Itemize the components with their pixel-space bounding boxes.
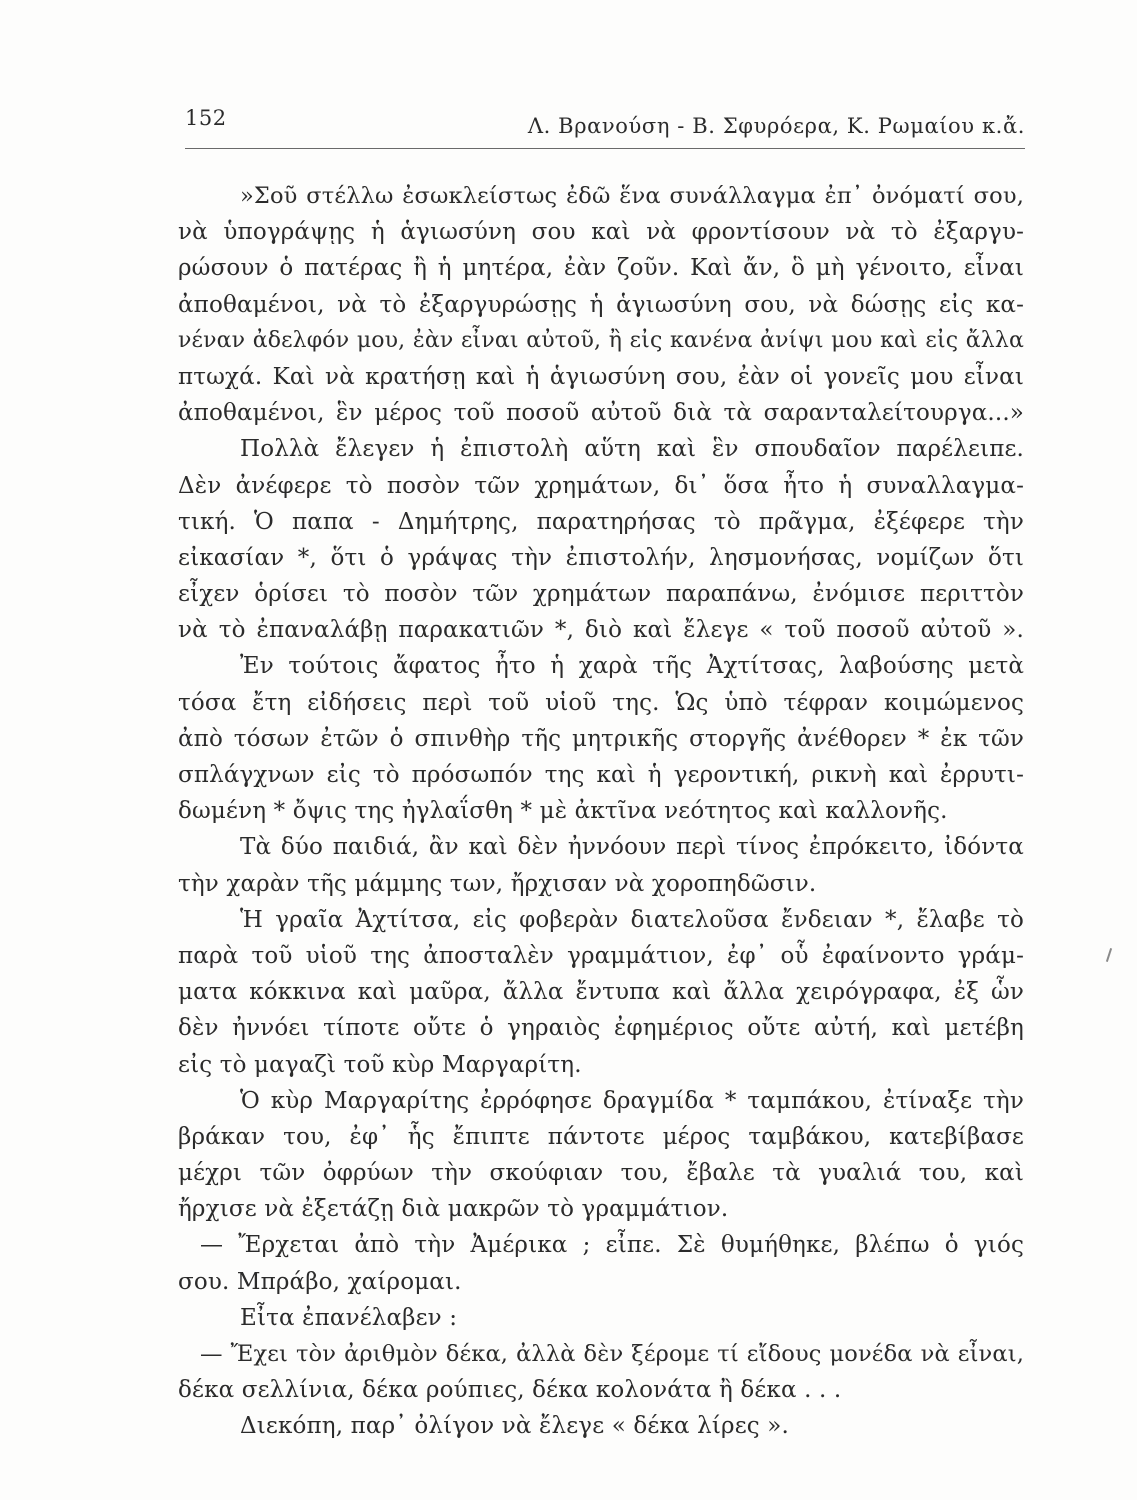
text-line: Τὰ δύο παιδιά, ἂν καὶ δὲν ἠννόουν περὶ τίνος ἐπρόκειτο, ἰδόντα [240,834,1024,861]
text-line: Διεκόπη, παρ᾽ ὀλίγον νὰ ἔλεγε « δέκα λίρες ». [240,1413,789,1440]
text-line: εἰκασίαν *, ὅτι ὁ γράψας τὴν ἐπιστολήν, λησμονήσας, νομίζων ὅτι [178,544,1024,571]
text-line: Εἶτα ἐπανέλαβεν : [240,1304,458,1331]
text-line: νέναν ἀδελφόν μου, ἐὰν εἶναι αὐτοῦ, ἢ εἰς κανένα ἀνίψι μου καὶ εἰς ἄλλα [178,327,1024,353]
body-text [178,178,1024,1445]
running-title: Λ. Βρανούση - Β. Σφυρόερα, Κ. Ρωμαίου κ.ἄ. [527,114,1025,138]
text-line: νὰ ὑπογράψῃς ἡ ἁγιωσύνη σου καὶ νὰ φροντίσουν νὰ τὸ ἐξαργυ- [178,219,1024,246]
text-line: ἤρχισε νὰ ἐξετάζῃ διὰ μακρῶν τὸ γραμμάτιον. [178,1196,729,1223]
text-line: τὴν χαρὰν τῆς μάμμης των, ἤρχισαν νὰ χοροπηδῶσιν. [178,870,817,897]
text-line: τική. Ὁ παπα - Δημήτρης, παρατηρήσας τὸ πρᾶγμα, ἐξέφερε τὴν [178,508,1024,535]
text-line: τόσα ἔτη εἰδήσεις περὶ τοῦ υἱοῦ της. Ὡς ὑπὸ τέφραν κοιμώμενος [178,689,1024,716]
text-line: Πολλὰ ἔλεγεν ἡ ἐπιστολὴ αὕτη καὶ ἓν σπουδαῖον παρέλειπε. [240,436,1024,463]
text-line: νὰ τὸ ἐπαναλάβῃ παρακατιῶν *, διὸ καὶ ἔλεγε « τοῦ ποσοῦ αὐτοῦ ». [178,617,1024,644]
text-line: ἀποθαμένοι, ἓν μέρος τοῦ ποσοῦ αὐτοῦ διὰ τὰ σαρανταλείτουργα...» [178,400,1024,427]
text-line: δωμένη * ὄψις της ἠγλαΐσθη * μὲ ἀκτῖνα νεότητος καὶ καλλονῆς. [178,798,948,825]
text-line: Ἡ γραῖα Ἀχτίτσα, εἰς φοβερὰν διατελοῦσα ἔνδειαν *, ἔλαβε τὸ [240,906,1024,933]
text-line: βράκαν του, ἐφ᾽ ἧς ἔπιπτε πάντοτε μέρος ταμβάκου, κατεβίβασε [178,1123,1024,1150]
text-line: ρώσουν ὁ πατέρας ἢ ἡ μητέρα, ἐὰν ζοῦν. Καὶ ἄν, ὃ μὴ γένοιτο, εἶναι [178,255,1024,282]
text-line: σου. Μπράβο, χαίρομαι. [178,1268,462,1295]
text-line: πτωχά. Καὶ νὰ κρατήσῃ καὶ ἡ ἁγιωσύνη σου, ἐὰν οἱ γονεῖς μου εἶναι [178,363,1024,390]
text-line: Ἐν τούτοις ἄφατος ἦτο ἡ χαρὰ τῆς Ἀχτίτσας, λαβούσης μετὰ [240,653,1024,680]
text-line: παρὰ τοῦ υἱοῦ της ἀποσταλὲν γραμμάτιον, ἐφ᾽ οὗ ἐφαίνοντο γράμ- [178,942,1024,969]
text-line: — Ἔρχεται ἀπὸ τὴν Ἀμέρικα ; εἶπε. Σὲ θυμήθηκε, βλέπω ὁ γιός [200,1232,1024,1259]
text-line: μέχρι τῶν ὀφρύων τὴν σκούφιαν του, ἔβαλε τὰ γυαλιά του, καὶ [178,1160,1024,1187]
text-line: Ὁ κὺρ Μαργαρίτης ἐρρόφησε δραγμίδα * ταμπάκου, ἐτίναξε τὴν [240,1087,1024,1114]
text-line: εἰς τὸ μαγαζὶ τοῦ κὺρ Μαργαρίτη. [178,1051,582,1078]
text-line: δέκα σελλίνια, δέκα ρούπιες, δέκα κολονάτα ἢ δέκα . . . [178,1377,842,1404]
text-line: Δὲν ἀνέφερε τὸ ποσὸν τῶν χρημάτων, δι᾽ ὅσα ἦτο ἡ συναλλαγμα- [178,472,1024,499]
text-line: δὲν ἠννόει τίποτε οὔτε ὁ γηραιὸς ἐφημέριος οὔτε αὐτή, καὶ μετέβη [178,1015,1024,1042]
running-head [185,100,1025,149]
text-line: εἶχεν ὁρίσει τὸ ποσὸν τῶν χρημάτων παραπάνω, ἐνόμισε περιττὸν [178,581,1024,608]
text-line: »Σοῦ στέλλω ἐσωκλείστως ἐδῶ ἕνα συνάλλαγμα ἐπ᾽ ὀνόματί σου, [240,183,1024,209]
text-line: ἀποθαμένοι, νὰ τὸ ἐξαργυρώσῃς ἡ ἁγιωσύνη σου, νὰ δώσῃς εἰς κα- [178,291,1024,318]
text-line: — Ἔχει τὸν ἀριθμὸν δέκα, ἀλλὰ δὲν ξέρομε τί εἴδους μονέδα νὰ εἶναι, [200,1341,1024,1367]
text-line: ἀπὸ τόσων ἐτῶν ὁ σπινθὴρ τῆς μητρικῆς στοργῆς ἀνέθορεν * ἐκ τῶν [178,725,1024,752]
text-line: σπλάγχνων εἰς τὸ πρόσωπόν της καὶ ἡ γεροντική, ρικνὴ καὶ ἐρρυτι- [178,762,1024,788]
text-line: ματα κόκκινα καὶ μαῦρα, ἄλλα ἔντυπα καὶ ἄλλα χειρόγραφα, ἐξ ὧν [178,979,1024,1006]
page-number: 152 [185,106,227,130]
margin-mark [1106,948,1112,962]
